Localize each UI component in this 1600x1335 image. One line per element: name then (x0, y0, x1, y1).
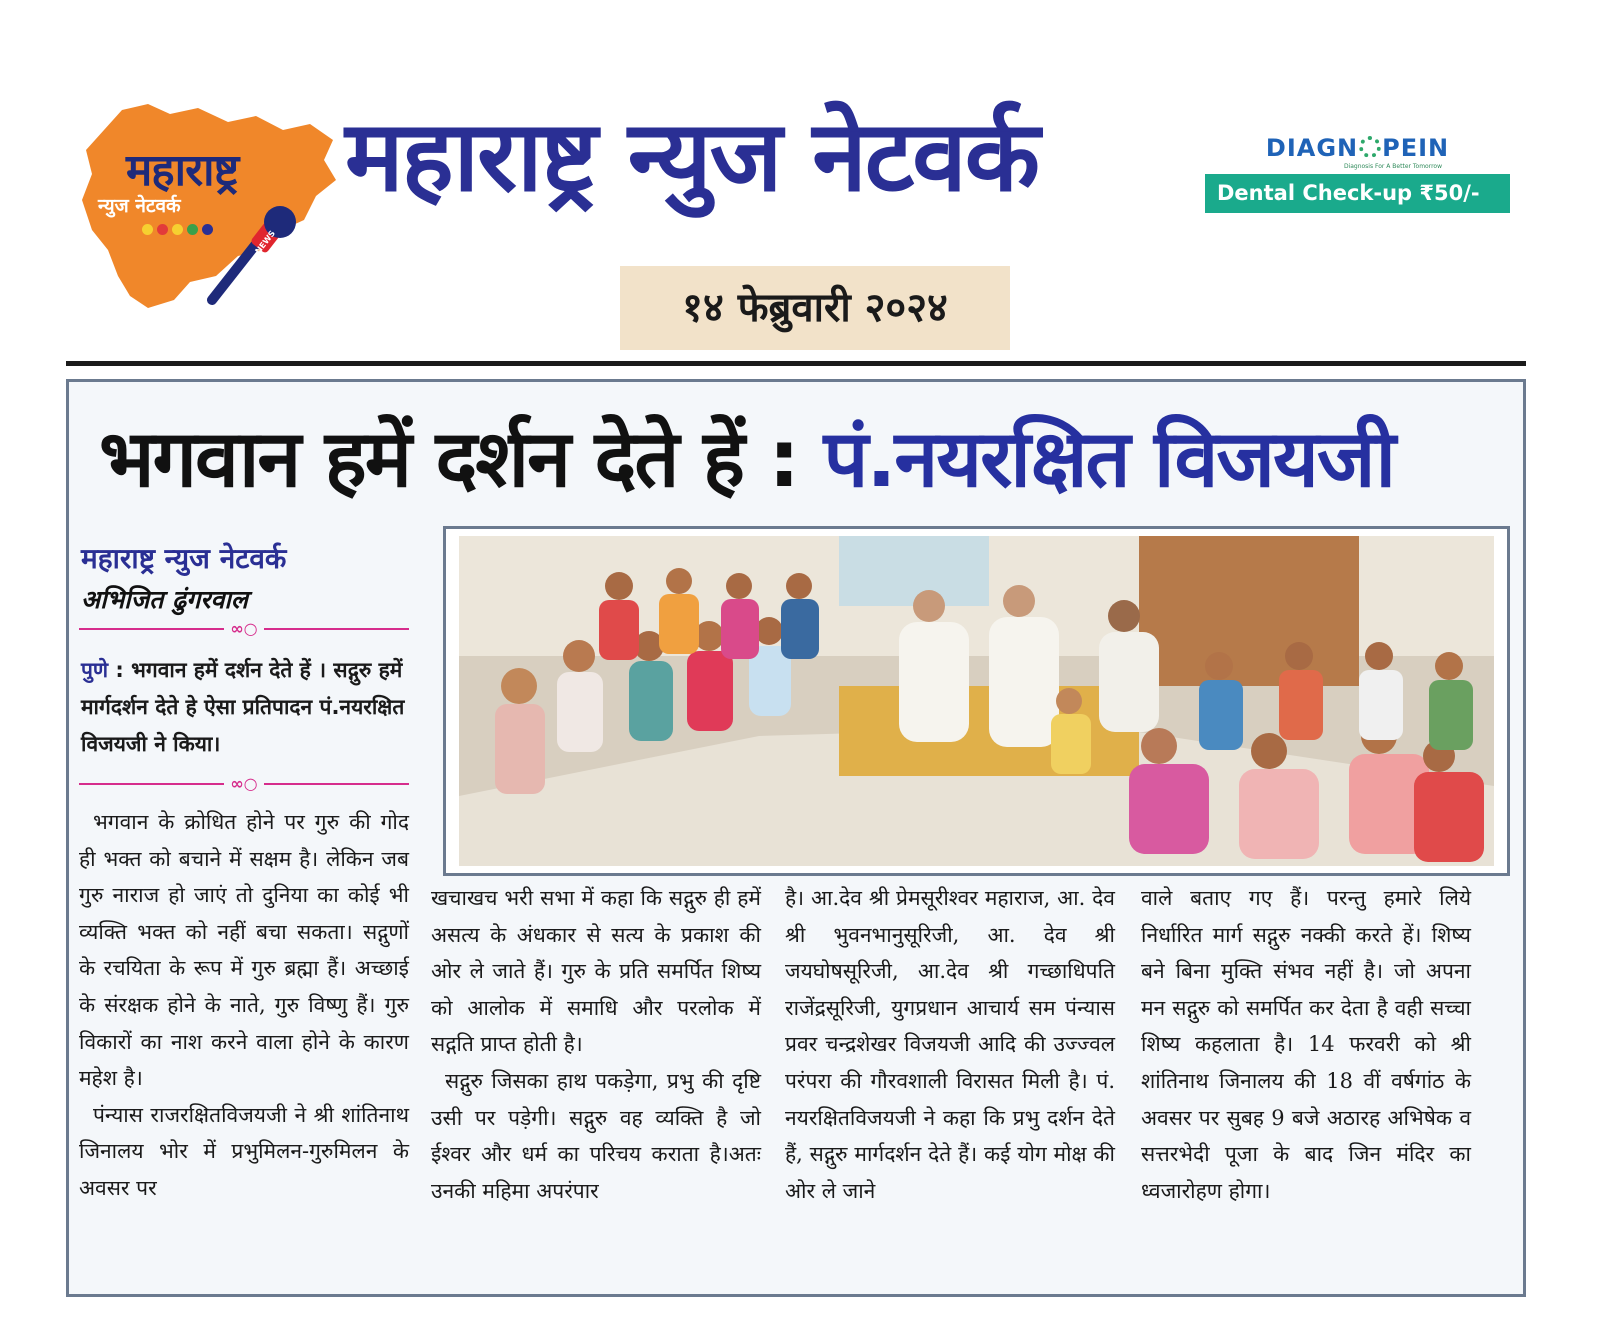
headline-main: भगवान हमें दर्शन देते हें : (99, 413, 798, 505)
article-column-2 (431, 880, 761, 1209)
logo-subtitle: न्युज नेटवर्क (98, 195, 181, 217)
article-column-3 (785, 880, 1115, 1209)
headline-speaker: पं.नयरक्षित विजयजी (823, 413, 1394, 505)
paragraph: भगवान के क्रोधित होने पर गुरु की गोद ही भक्त को बचाने में सक्षम है। लेकिन जब गुरु नाराज हो जाएं तो दुनिया का कोई भी व्यक्ति भक्त को नहीं बचा सकता। सद्गुणों के रचयिता के रूप में गुरु ब्रह्मा हैं। अच्छाई के संरक्षक होने के नाते, गुरु विष्णु हैं। गुरु विकारों का नाश करने वाला होने के कारण महेश है। (79, 810, 409, 1091)
paragraph: पंन्यास राजरक्षितविजयजी ने श्री शांतिनाथ जिनालय भोर में प्रभुमिलन-गुरुमिलन के अवसर पर (79, 1102, 409, 1200)
advertisement[interactable] (1205, 134, 1510, 213)
paragraph: है। आ.देव श्री प्रेमसूरीश्वर महाराज, आ. देव श्री भुवनभानुसूरिजी, आ. देव श्री जयघोषसूरिजी, आ.देव श्री गच्छाधिपति राजेंद्रसूरिजी, युगप्रधान आचार्य सम पंन्यास प्रवर चन्द्रशेखर विजयजी आदि की उज्ज्वल परंपरा की गौरवशाली विरासत मिली है। पं. नयरक्षितविजयजी ने कहा कि प्रभु दर्शन देते हैं, सद्गुरु मार्गदर्शन देते हैं। कई योग मोक्ष की ओर ले जाने (785, 886, 1115, 1203)
ornament-divider-icon: ∞○ (79, 774, 409, 794)
logo-wordmark: महाराष्ट्र (126, 145, 239, 196)
dateline-city: पुणे (81, 658, 109, 682)
paragraph: खचाखच भरी सभा में कहा कि सद्गुरु ही हमें असत्य के अंधकार से सत्य के प्रकाश की ओर ले जाते हैं। गुरु के प्रति समर्पित शिष्य को आलोक में समाधि और परलोक में सद्गति प्राप्त होती है। (431, 886, 761, 1057)
paragraph: सद्गुरु जिसका हाथ पकड़ेगा, प्रभु की दृष्टि उसी पर पड़ेगी। सद्गुरु वह व्यक्ति है जो ईश्वर और धर्म का परिचय कराता है।अतः उनकी महिमा अपरंपार (431, 1068, 761, 1203)
masthead-title: महाराष्ट्र न्युज नेटवर्क (345, 100, 1038, 214)
article-headline (99, 404, 1499, 514)
ad-tagline: Diagnosis For A Better Tomorrow (1343, 163, 1442, 170)
microphone-icon (198, 204, 308, 314)
ornament-divider-icon: ∞○ (79, 619, 409, 639)
masthead-divider (66, 361, 1526, 366)
ad-brand-name: DIAGN PEIN (1265, 134, 1450, 162)
article-lead (81, 652, 411, 763)
article-column-1 (79, 804, 409, 1207)
issue-date: १४ फेब्रुवारी २०२४ (620, 266, 1010, 350)
ad-offer-badge: Dental Check-up ₹50/- (1205, 174, 1510, 213)
article-column-4 (1141, 880, 1471, 1209)
byline-reporter: अभिजित ढुंगरवाल (81, 585, 248, 614)
publication-logo (78, 100, 338, 315)
brand-o-icon (1359, 136, 1381, 158)
byline-organization: महाराष्ट्र न्युज नेटवर्क (81, 542, 287, 575)
article-photo[interactable] (443, 526, 1510, 876)
mic-label: NEWS (253, 228, 278, 256)
article-frame (66, 379, 1526, 1297)
assembly-photo-illustration (459, 536, 1494, 866)
paragraph: वाले बताए गए हैं। परन्तु हमारे लिये निर्धारित मार्ग सद्गुरु नक्की करते हें। शिष्य बने बिना मुक्ति संभव नहीं है। जो अपना मन सद्गुरु को समर्पित कर देता है वही सच्चा शिष्य कहलाता है। 14 फरवरी को श्री शांतिनाथ जिनालय की 18 वीं वर्षगांठ के अवसर पर सुबह 9 बजे अठारह अभिषेक व सत्तरभेदी पूजा के बाद जिन मंदिर का ध्वजारोहण होगा। (1141, 886, 1471, 1203)
lead-text: : भगवान हमें दर्शन देते हें । सद्गुरु हमें मार्गदर्शन देते हे ऐसा प्रतिपादन पं.नयरक्षित विजयजी ने किया। (81, 658, 405, 756)
